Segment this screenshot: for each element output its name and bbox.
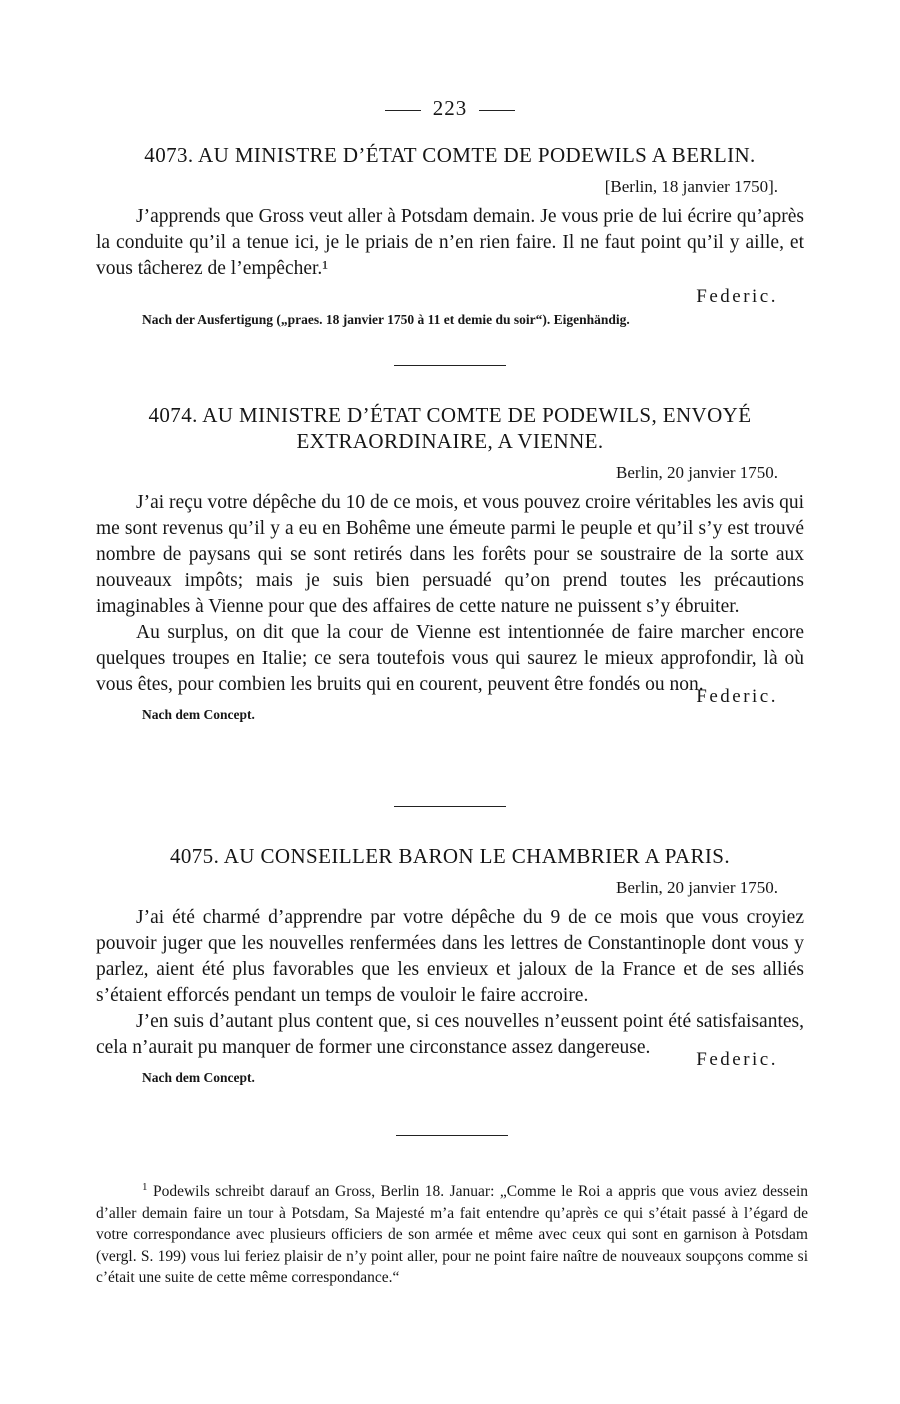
letter-heading: 4073. AU MINISTRE D’ÉTAT COMTE DE PODEWILS A BERLIN. [144, 143, 756, 167]
page-number-dash-right [479, 110, 515, 111]
letter-dateline: Berlin, 20 janvier 1750. [616, 878, 778, 897]
letter-signature: Federic. [696, 286, 778, 307]
source-note: Nach dem Concept. [142, 707, 255, 722]
section-divider [394, 365, 506, 366]
letter-paragraph: J’en suis d’autant plus content que, si ces nouvelles n’eussent point été satisfaisantes, cela n’aurait pu manquer de former une circonstance assez dangereuse. [96, 1011, 804, 1058]
page-number-dash-left [385, 110, 421, 111]
letter-paragraph: J’apprends que Gross veut aller à Potsdam demain. Je vous prie de lui écrire qu’après la conduite qu’il a tenue ici, je le priais de n’en rien faire. Il ne faut point qu’il y aille, et vous tâcherez de l’empêcher.¹ [96, 206, 804, 279]
letter-signature: Federic. [696, 686, 778, 707]
letter-signature: Federic. [696, 1049, 778, 1070]
letter-paragraph: J’ai été charmé d’apprendre par votre dépêche du 9 de ce mois que vous croyiez pouvoir juger que les nouvelles renfermées dans les lettres de Constantinople dont vous y parlez, aient été plus favorables que les envieux et jaloux de la France et de ses alliés s’étaient efforcés pendant un temps de vouloir le faire accroire. [96, 907, 804, 1006]
source-note: Nach dem Concept. [142, 1070, 255, 1085]
section-divider [396, 1135, 508, 1136]
page-number [0, 96, 900, 121]
letter-heading-line1: 4074. AU MINISTRE D’ÉTAT COMTE DE PODEWILS, ENVOYÉ [148, 403, 752, 427]
letter-4073 [96, 142, 804, 329]
letter-paragraph: Au surplus, on dit que la cour de Vienne est intentionnée de faire marcher encore quelques troupes en Italie; ce sera toutefois vous qui saurez le mieux approfondir, là où vous êtes, pour combien les bruits qui en courent, peuvent être fondés ou non. [96, 622, 804, 695]
footnote-text: Podewils schreibt darauf an Gross, Berlin 18. Januar: „Comme le Roi a appris que vous aviez dessein d’aller demain faire un tour à Potsdam, Sa Majesté m’a fait entendre qu’après ce qui s’était passé à l’égard de votre correspondance avec plusieurs officiers de son armée et même avec ceux qui sont en garnison à Potsdam (vergl. S. 199) vous lui feriez plaisir de n’y point aller, pour ne point faire naître de nouveaux soupçons comme si c’était une suite de cette même correspondance.“ [96, 1183, 808, 1286]
source-note: Nach der Ausfertigung („praes. 18 janvier 1750 à 11 et demie du soir“). Eigenhändig. [142, 312, 630, 327]
page-number-text: 223 [432, 96, 468, 120]
footnote [96, 1181, 808, 1289]
letter-heading: 4075. AU CONSEILLER BARON LE CHAMBRIER A PARIS. [169, 844, 730, 868]
footnote-marker: 1 [142, 1180, 148, 1193]
letter-paragraph: J’ai reçu votre dépêche du 10 de ce mois, et vous pouvez croire véritables les avis qui me sont revenus qu’il y a eu en Bohême une émeute parmi le peuple et qu’il s’y est trouvé nombre de paysans qui se sont retirés dans les forêts pour se soustraire de la sorte aux nouveaux impôts; mais je suis bien persuadé qu’on prend toutes les précautions imaginables à Vienne pour que des affaires de cette nature ne puissent s’y ébruiter. [96, 492, 804, 617]
section-divider [394, 806, 506, 807]
letter-heading-line2: EXTRAORDINAIRE, A VIENNE. [296, 429, 604, 453]
letter-4075 [96, 843, 804, 1087]
letter-4074 [96, 402, 804, 724]
letter-dateline: Berlin, 20 janvier 1750. [616, 463, 778, 482]
letter-dateline: [Berlin, 18 janvier 1750]. [604, 177, 778, 196]
